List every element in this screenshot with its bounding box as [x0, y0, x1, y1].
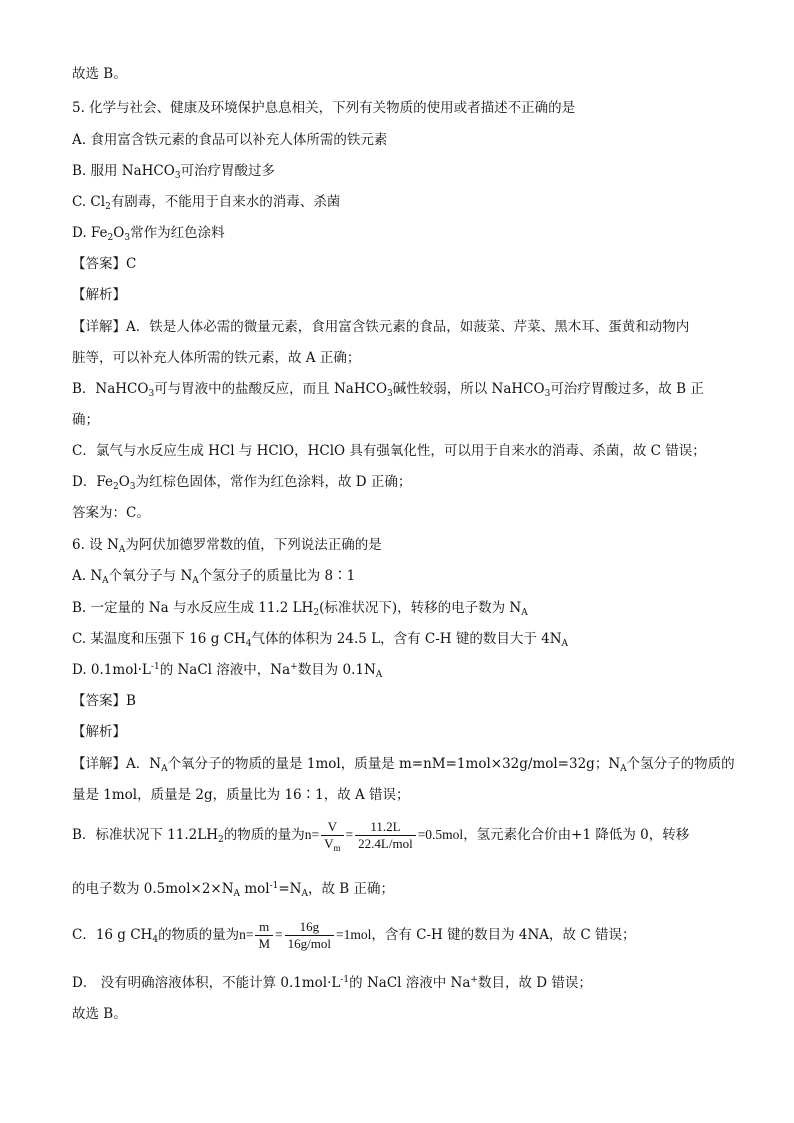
- fraction: $\frac{V}{V_m}$: [321, 819, 343, 852]
- detail-line-formula: B．标准状况下 $11.2LH_2$的物质的量为n= $\frac{V}{V_m}$ = $\frac{11.2L}{\text{22.4L/mol}}$ =0.5mol，氢元素化合价由+1 降低为 0，转移: [72, 819, 690, 853]
- option-c: C. 某温度和压强下 16 g $CH_4$气体的体积为 24.5 L，含有 C-H 键的数目大于 $4N_A$: [72, 631, 569, 649]
- answer-label: 【答案】C: [72, 256, 137, 272]
- question-6-stem: 6. 设 $N_A$为阿伏加德罗常数的值，下列说法正确的是: [72, 537, 382, 555]
- option-d: D. $Fe_2O_3$常作为红色涂料: [72, 225, 225, 243]
- answer-label: 【答案】B: [72, 693, 136, 709]
- option-a: A. 食用富含铁元素的食品可以补充人体所需的铁元素: [72, 132, 388, 148]
- detail-line: C．氯气与水反应生成 HCl 与 HClO，HClO 具有强氧化性，可以用于自来水的消毒、杀菌，故 C 错误；: [72, 443, 706, 459]
- option-c: C. $Cl_2$有剧毒，不能用于自来水的消毒、杀菌: [72, 194, 341, 212]
- analysis-label: 【解析】: [72, 724, 126, 740]
- fraction: $\frac{11.2L}{\text{22.4L/mol}}$: [355, 819, 416, 852]
- detail-line: 【详解】A．$N_A$个氧分子的物质的量是 1mol，质量是 m=nM=1mol×32g/mol=32g；$N_A$个氢分子的物质的: [72, 756, 735, 774]
- answer-summary: 答案为：C。: [72, 505, 150, 521]
- option-b: B. 一定量的 Na 与水反应生成 11.2 $LH_2$(标准状况下)，转移的电子数为 $N_A$: [72, 600, 528, 618]
- question-5-stem: 5. 化学与社会、健康及环境保护息息相关，下列有关物质的使用或者描述不正确的是: [72, 100, 576, 116]
- detail-line: D． 没有明确溶液体积，不能计算 $0.1mol\cdot L^{-1}$的 NaCl 溶液中 Na+数目，故 D 错误；: [72, 975, 592, 991]
- fraction: $\frac{16g}{\text{16g/mol}}$: [285, 919, 334, 952]
- detail-line-formula: C．16 g $CH_4$的物质的量为n= $\frac{m}{M}$ = $\frac{16g}{\text{16g/mol}}$ =1mol，含有 C-H 键的数目为 4NA，故 C 错误；: [72, 919, 636, 951]
- detail-line: 脏等，可以补充人体所需的铁元素，故 A 正确；: [72, 350, 361, 366]
- analysis-label: 【解析】: [72, 287, 126, 303]
- detail-line: B．NaHCO$_3$可与胃液中的盐酸反应，而且 NaHCO$_3$碱性较弱，所以 NaHCO$_3$可治疗胃酸过多，故 B 正: [72, 381, 704, 399]
- detail-line: 的电子数为 $0.5mol\times 2\times N_A$ $mol^{-1}=N_A$，故 B 正确；: [72, 881, 395, 899]
- detail-line: 确；: [72, 412, 99, 428]
- fraction: $\frac{m}{M}$: [255, 919, 273, 952]
- detail-line: 【详解】A．铁是人体必需的微量元素，食用富含铁元素的食品，如菠菜、芹菜、黑木耳、蛋黄和动物内: [72, 319, 690, 335]
- text-line: 故选 B。: [72, 66, 127, 82]
- option-a: A. $N_A$个氧分子与 $N_A$个氢分子的质量比为 8∶1: [72, 568, 356, 586]
- detail-line: 量是 1mol，质量是 2g，质量比为 16∶1，故 A 错误；: [72, 787, 410, 803]
- option-d: D. $0.1mol\cdot L^{-1}$的 NaCl 溶液中，Na+数目为 $0.1N_A$: [72, 662, 383, 680]
- option-b: B. 服用 NaHCO$_3$可治疗胃酸过多: [72, 163, 276, 181]
- answer-summary: 故选 B。: [72, 1006, 127, 1022]
- detail-line: D．$Fe_2O_3$为红棕色固体，常作为红色涂料，故 D 正确；: [72, 474, 412, 492]
